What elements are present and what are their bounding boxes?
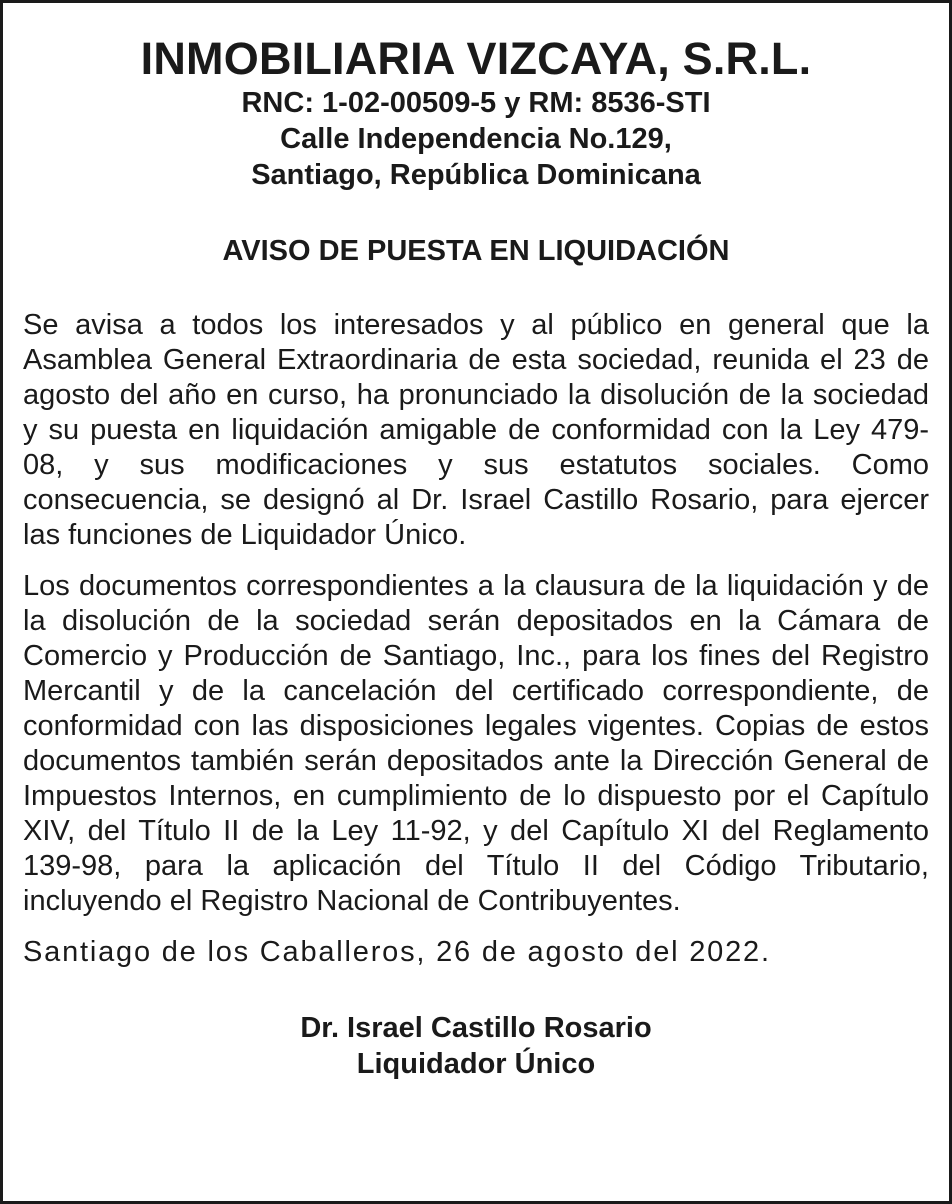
notice-header [23, 33, 929, 193]
body-paragraph-2: Los documentos correspondientes a la clausura de la liquidación y de la disolución de la sociedad serán depositados en la Cámara de Comercio y Producción de Santiago, Inc., para los fines del Registro Mercantil y de la cancelación del certificado correspondiente, de conformidad con las disposiciones legales vigentes. Copias de estos documentos también serán depositados ante la Dirección General de Impuestos Internos, en cumplimiento de lo dispuesto por el Capítulo XIV, del Título II de la Ley 11-92, y del Capítulo XI del Reglamento 139-98, para la aplicación del Título II del Código Tributario, incluyendo el Registro Nacional de Contribuyentes. [23, 570, 929, 917]
notice-title: AVISO DE PUESTA EN LIQUIDACIÓN [222, 235, 730, 267]
signatory-name: Dr. Israel Castillo Rosario [300, 1012, 652, 1044]
place-and-date: Santiago de los Caballeros, 26 de agosto del 2022. [23, 936, 771, 968]
body-paragraph-1: Se avisa a todos los interesados y al público en general que la Asamblea General Extraordinaria de esta sociedad, reunida el 23 de agosto del año en curso, ha pronunciado la disolución de la sociedad y su puesta en liquidación amigable de conformidad con la Ley 479-08, y sus modificaciones y sus estatutos sociales. Como consecuencia, se designó al Dr. Israel Castillo Rosario, para ejercer las funciones de Liquidador Único. [23, 309, 929, 551]
signature-block [23, 1010, 929, 1082]
company-address-line-1: Calle Independencia No.129, [280, 123, 672, 155]
company-name: INMOBILIARIA VIZCAYA, S.R.L. [140, 33, 812, 84]
signatory-role: Liquidador Único [356, 1048, 596, 1080]
company-registry: RNC: 1-02-00509-5 y RM: 8536-STI [241, 87, 711, 119]
company-address-line-2: Santiago, República Dominicana [251, 159, 701, 191]
